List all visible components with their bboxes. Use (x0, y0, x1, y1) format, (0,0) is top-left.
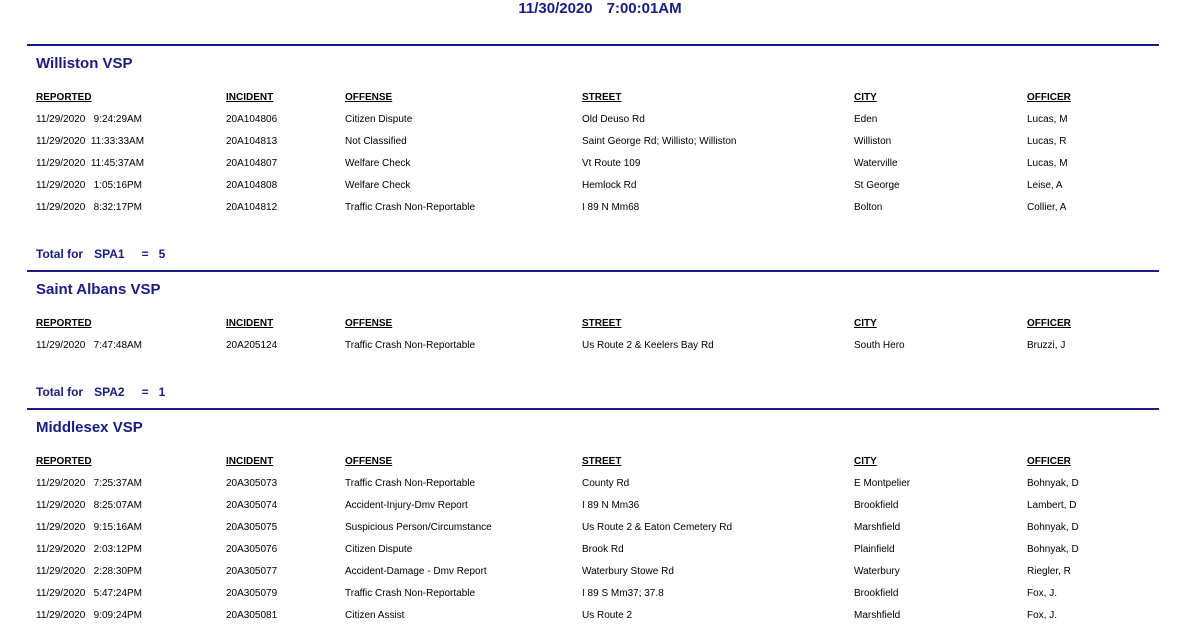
cell-reported: 11/29/2020 8:25:07AM (36, 500, 143, 511)
cell-city: Brookfield (854, 588, 899, 599)
column-header-row (27, 455, 1159, 469)
column-header: INCIDENT (226, 318, 274, 329)
cell-reported: 11/29/2020 7:47:48AM (36, 340, 143, 351)
cell-officer: Lucas, M (1027, 158, 1068, 169)
report-datetime (0, 0, 1200, 18)
column-header: OFFICER (1027, 318, 1071, 329)
cell-city: Bolton (854, 202, 883, 213)
column-header: OFFICER (1027, 92, 1071, 103)
cell-street: Vt Route 109 (582, 158, 641, 169)
total-label: Total for (36, 385, 84, 399)
cell-officer: Lucas, R (1027, 136, 1067, 147)
cell-reported: 11/29/2020 9:09:24PM (36, 610, 143, 621)
incident-row (27, 113, 1159, 127)
cell-street: Us Route 2 & Keelers Bay Rd (582, 340, 714, 351)
cell-reported: 11/29/2020 11:33:33AM (36, 136, 145, 147)
column-header: CITY (854, 92, 877, 103)
incident-row (27, 339, 1159, 353)
cell-street: I 89 N Mm68 (582, 202, 640, 213)
section-total (36, 247, 165, 261)
cell-incident: 20A305074 (226, 500, 278, 511)
cell-street: Brook Rd (582, 544, 624, 555)
cell-incident: 20A305081 (226, 610, 278, 621)
cell-city: St George (854, 180, 900, 191)
cell-city: Plainfield (854, 544, 895, 555)
section-divider (27, 408, 1159, 410)
incident-row (27, 157, 1159, 171)
cell-officer: Fox, J. (1027, 610, 1058, 621)
column-header: CITY (854, 456, 877, 467)
column-header: OFFENSE (345, 456, 393, 467)
cell-reported: 11/29/2020 7:25:37AM (36, 478, 143, 489)
incident-row (27, 201, 1159, 215)
column-header-row (27, 91, 1159, 105)
column-header: STREET (582, 92, 622, 103)
column-header: OFFENSE (345, 92, 393, 103)
cell-incident: 20A104813 (226, 136, 278, 147)
section-title: Saint Albans VSP (36, 281, 161, 298)
cell-reported: 11/29/2020 2:28:30PM (36, 566, 143, 577)
section-total (36, 385, 165, 399)
cell-reported: 11/29/2020 9:15:16AM (36, 522, 143, 533)
column-header: STREET (582, 456, 622, 467)
cell-city: Eden (854, 114, 878, 125)
cell-incident: 20A104808 (226, 180, 278, 191)
cell-reported: 11/29/2020 5:47:24PM (36, 588, 143, 599)
cell-street: I 89 N Mm36 (582, 500, 640, 511)
column-header: INCIDENT (226, 456, 274, 467)
total-value: 5 (158, 247, 166, 261)
section-divider (27, 270, 1159, 272)
cell-reported: 11/29/2020 11:45:37AM (36, 158, 145, 169)
cell-officer: Bruzzi, J (1027, 340, 1066, 351)
section-title: Middlesex VSP (36, 419, 143, 436)
cell-officer: Riegler, R (1027, 566, 1071, 577)
column-header: REPORTED (36, 318, 92, 329)
cell-street: Waterbury Stowe Rd (582, 566, 674, 577)
cell-incident: 20A305073 (226, 478, 278, 489)
cell-officer: Bohnyak, D (1027, 522, 1079, 533)
cell-incident: 20A104806 (226, 114, 278, 125)
total-value: 1 (158, 385, 166, 399)
total-code: SPA1 (94, 247, 125, 261)
column-header: REPORTED (36, 456, 92, 467)
report-section (27, 270, 1159, 399)
cell-street: Us Route 2 & Eaton Cemetery Rd (582, 522, 733, 533)
cell-street: Hemlock Rd (582, 180, 637, 191)
section-title: Williston VSP (36, 55, 133, 72)
cell-officer: Bohnyak, D (1027, 544, 1079, 555)
incident-row (27, 477, 1159, 491)
cell-offense: Welfare Check (345, 158, 411, 169)
cell-offense: Citizen Dispute (345, 544, 413, 555)
cell-offense: Citizen Assist (345, 610, 405, 621)
incident-row (27, 179, 1159, 193)
cell-street: County Rd (582, 478, 630, 489)
incident-row (27, 521, 1159, 535)
cell-officer: Collier, A (1027, 202, 1067, 213)
cell-officer: Leise, A (1027, 180, 1063, 191)
report-date: 11/30/2020 (518, 0, 593, 17)
cell-reported: 11/29/2020 1:05:16PM (36, 180, 143, 191)
cell-offense: Welfare Check (345, 180, 411, 191)
cell-street: Saint George Rd; Willisto; Williston (582, 136, 737, 147)
cell-offense: Accident-Injury-Dmv Report (345, 500, 468, 511)
cell-city: Waterville (854, 158, 898, 169)
cell-reported: 11/29/2020 2:03:12PM (36, 544, 143, 555)
total-label: Total for (36, 247, 84, 261)
cell-offense: Citizen Dispute (345, 114, 413, 125)
column-header: REPORTED (36, 92, 92, 103)
cell-city: Marshfield (854, 522, 901, 533)
section-divider (27, 44, 1159, 46)
column-header: OFFENSE (345, 318, 393, 329)
incident-row (27, 135, 1159, 149)
cell-street: Old Deuso Rd (582, 114, 645, 125)
cell-incident: 20A104807 (226, 158, 278, 169)
incident-row (27, 499, 1159, 513)
incident-row (27, 587, 1159, 601)
cell-offense: Traffic Crash Non-Reportable (345, 340, 476, 351)
total-equals: = (141, 247, 149, 261)
cell-officer: Fox, J. (1027, 588, 1058, 599)
cell-reported: 11/29/2020 9:24:29AM (36, 114, 143, 125)
column-header: CITY (854, 318, 877, 329)
column-header: OFFICER (1027, 456, 1071, 467)
cell-street: I 89 S Mm37; 37.8 (582, 588, 664, 599)
cell-incident: 20A104812 (226, 202, 278, 213)
cell-incident: 20A305079 (226, 588, 278, 599)
cell-city: Marshfield (854, 610, 901, 621)
total-code: SPA2 (94, 385, 125, 399)
cell-incident: 20A205124 (226, 340, 278, 351)
cell-offense: Traffic Crash Non-Reportable (345, 588, 476, 599)
cell-street: Us Route 2 (582, 610, 633, 621)
cell-incident: 20A305075 (226, 522, 278, 533)
report-section (27, 408, 1159, 621)
cell-incident: 20A305077 (226, 566, 278, 577)
cell-officer: Lambert, D (1027, 500, 1077, 511)
report-section (27, 44, 1159, 261)
cell-reported: 11/29/2020 8:32:17PM (36, 202, 143, 213)
cell-offense: Traffic Crash Non-Reportable (345, 478, 476, 489)
cell-offense: Accident-Damage - Dmv Report (345, 566, 487, 577)
cell-offense: Traffic Crash Non-Reportable (345, 202, 476, 213)
incident-row (27, 543, 1159, 557)
column-header: STREET (582, 318, 622, 329)
column-header: INCIDENT (226, 92, 274, 103)
incident-row (27, 565, 1159, 579)
cell-city: Waterbury (854, 566, 900, 577)
cell-city: South Hero (854, 340, 905, 351)
incident-row (27, 609, 1159, 623)
cell-officer: Bohnyak, D (1027, 478, 1079, 489)
cell-city: E Montpelier (854, 478, 911, 489)
cell-offense: Not Classified (345, 136, 407, 147)
report-time: 7:00:01AM (606, 0, 682, 17)
total-equals: = (141, 385, 149, 399)
column-header-row (27, 317, 1159, 331)
cell-incident: 20A305076 (226, 544, 278, 555)
cell-city: Brookfield (854, 500, 899, 511)
cell-officer: Lucas, M (1027, 114, 1068, 125)
cell-offense: Suspicious Person/Circumstance (345, 522, 492, 533)
cell-city: Williston (854, 136, 892, 147)
